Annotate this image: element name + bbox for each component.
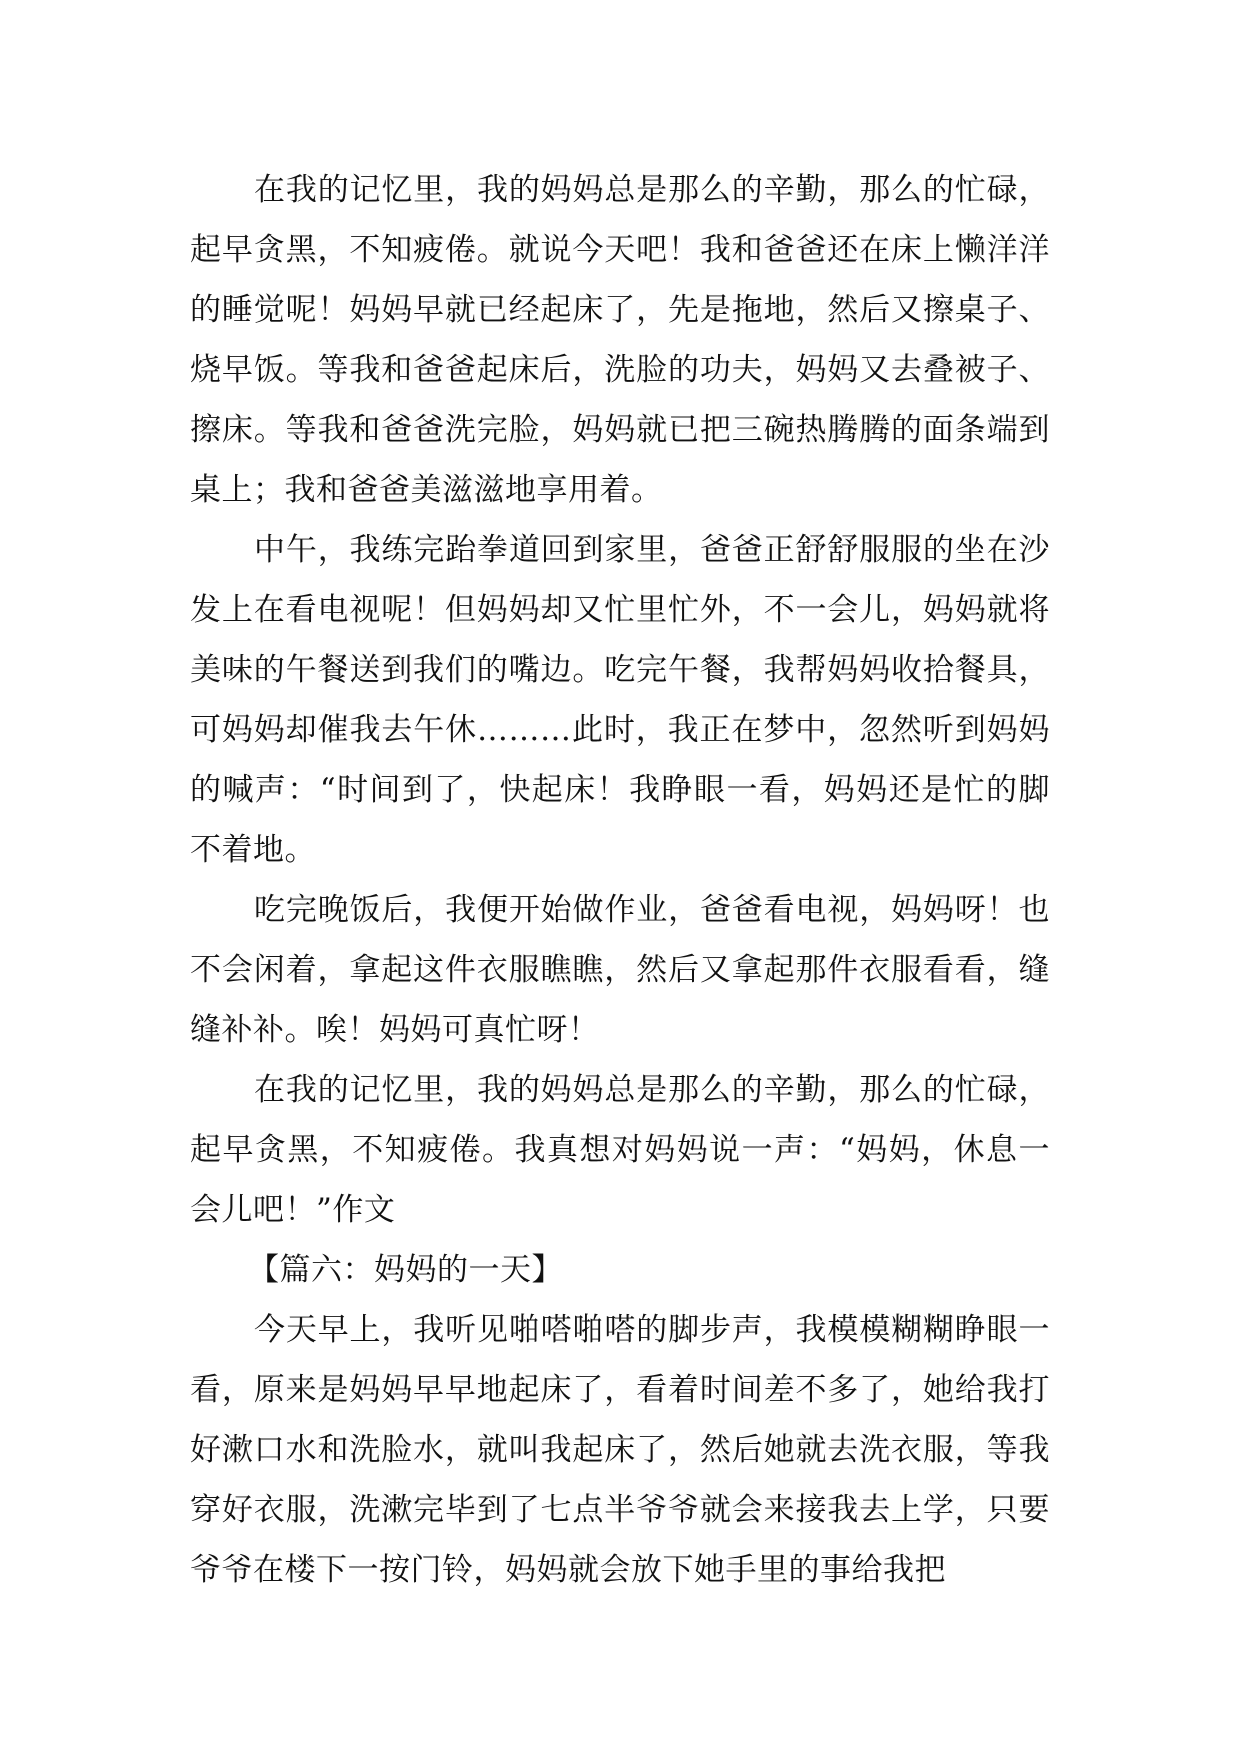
document-body bbox=[190, 160, 1050, 1600]
section-heading: 【篇六：妈妈的一天】 bbox=[248, 1252, 563, 1288]
paragraph-noon: 中午，我练完跆拳道回到家里，爸爸正舒舒服服的坐在沙发上在看电视呢！但妈妈却又忙里忙外，不一会儿，妈妈就将美味的午餐送到我们的嘴边。吃完午餐，我帮妈妈收拾餐具，可妈妈却催我去午休………此时，我正在梦中，忽然听到妈妈的喊声：“时间到了，快起床！我睁眼一看，妈妈还是忙的脚不着地。 bbox=[190, 532, 1050, 868]
paragraph-new-section: 今天早上，我听见啪嗒啪嗒的脚步声，我模模糊糊睁眼一看，原来是妈妈早早地起床了，看着时间差不多了，她给我打好漱口水和洗脸水，就叫我起床了，然后她就去洗衣服，等我穿好衣服，洗漱完毕到了七点半爷爷就会来接我去上学，只要爷爷在楼下一按门铃，妈妈就会放下她手里的事给我把 bbox=[190, 1312, 1050, 1588]
paragraph-evening: 吃完晚饭后，我便开始做作业，爸爸看电视，妈妈呀！也不会闲着，拿起这件衣服瞧瞧，然后又拿起那件衣服看看，缝缝补补。唉！妈妈可真忙呀！ bbox=[190, 892, 1050, 1048]
paragraph-conclusion: 在我的记忆里，我的妈妈总是那么的辛勤，那么的忙碌，起早贪黑，不知疲倦。我真想对妈妈说一声：“妈妈，休息一会儿吧！”作文 bbox=[190, 1072, 1050, 1228]
paragraph-morning: 在我的记忆里，我的妈妈总是那么的辛勤，那么的忙碌，起早贪黑，不知疲倦。就说今天吧！我和爸爸还在床上懒洋洋的睡觉呢！妈妈早就已经起床了，先是拖地，然后又擦桌子、烧早饭。等我和爸爸起床后，洗脸的功夫，妈妈又去叠被子、擦床。等我和爸爸洗完脸，妈妈就已把三碗热腾腾的面条端到桌上；我和爸爸美滋滋地享用着。 bbox=[190, 172, 1050, 508]
